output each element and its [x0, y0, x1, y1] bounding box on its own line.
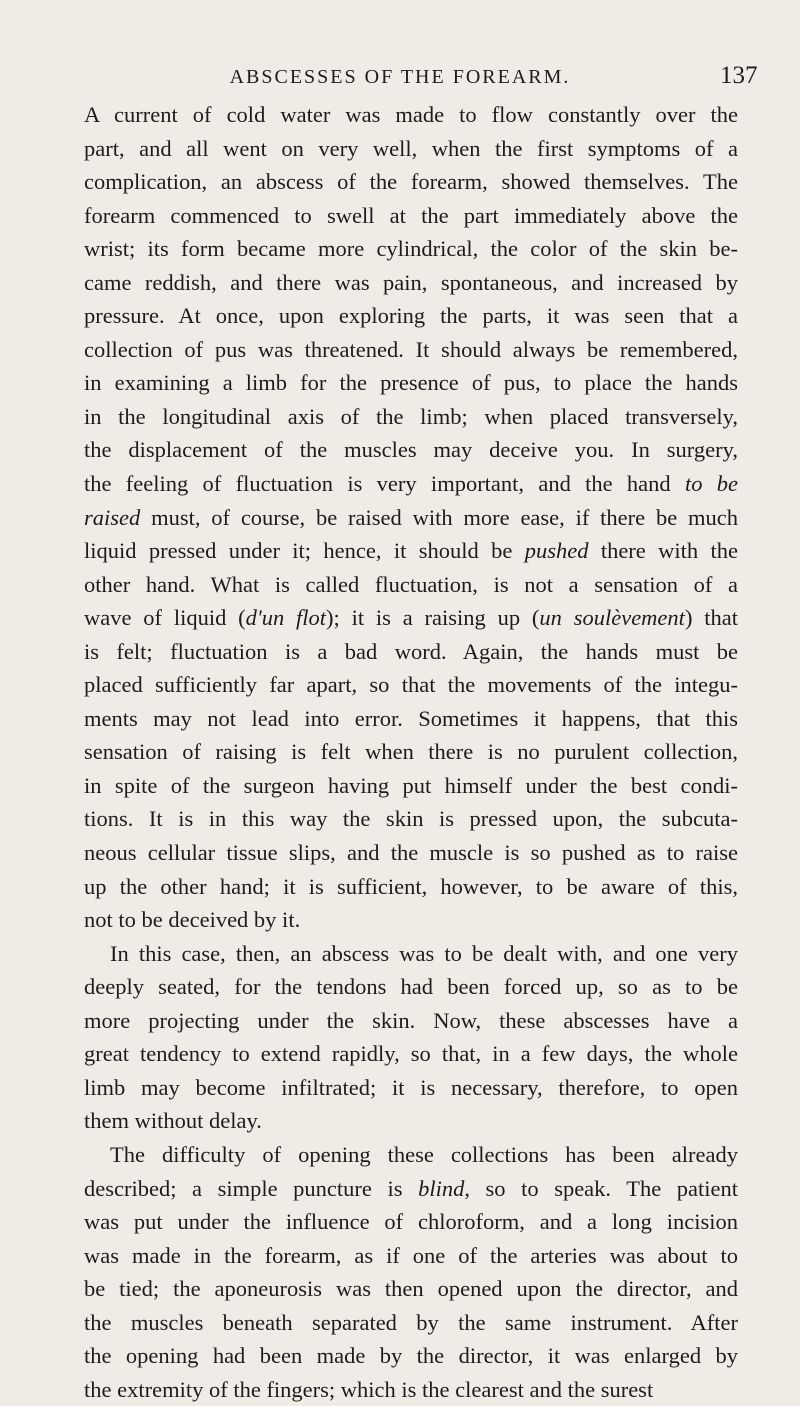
- text-segment: was put under the influence of chloroform, and a long incision: [84, 1209, 738, 1235]
- text-segment: placed sufficiently far apart, so that the movements of the integu-: [84, 672, 738, 698]
- text-segment: great tendency to extend rapidly, so that, in a few days, the whole: [84, 1041, 738, 1067]
- text-line: [84, 568, 738, 602]
- italic-text: raised: [84, 504, 141, 530]
- text-segment: A current of cold water was made to flow constantly over the: [84, 102, 738, 127]
- text-segment: more projecting under the skin. Now, these abscesses have a: [84, 1007, 738, 1033]
- text-segment: ) that: [684, 605, 738, 631]
- text-line: [84, 937, 738, 971]
- text-line: [84, 870, 738, 904]
- italic-text: d'un flot: [245, 605, 327, 631]
- text-segment: ments may not lead into error. Sometimes it happens, that this: [84, 705, 738, 731]
- text-line: [84, 601, 738, 635]
- text-segment: be tied; the aponeurosis was then opened upon the director, and: [84, 1276, 738, 1302]
- text-segment: pressure. At once, upon exploring the parts, it was seen that a: [84, 303, 738, 329]
- running-head: ABSCESSES OF THE FOREARM.: [229, 66, 571, 88]
- text-line: [84, 1339, 738, 1373]
- text-line: [84, 769, 738, 803]
- text-segment: was made in the forearm, as if one of the arteries was about to: [84, 1242, 738, 1268]
- text-segment: came reddish, and there was pain, spontaneous, and increased by: [84, 269, 738, 295]
- text-segment: neous cellular tissue slips, and the muscle is so pushed as to raise: [84, 840, 738, 866]
- text-line: [84, 802, 738, 836]
- text-segment: The difficulty of opening these collections has been already: [110, 1141, 738, 1167]
- text-segment: up the other hand; it is sufficient, however, to be aware of this,: [84, 873, 738, 899]
- text-segment: in examining a limb for the presence of pus, to place the hands: [84, 370, 738, 396]
- text-line: [84, 1205, 738, 1239]
- text-segment: them without delay.: [84, 1108, 262, 1134]
- text-segment: liquid pressed under it; hence, it should be: [84, 538, 525, 564]
- text-line: [84, 1071, 738, 1105]
- text-line: [84, 299, 738, 333]
- text-line: [84, 433, 738, 467]
- italic-text: to be: [684, 471, 738, 497]
- italic-text: blind: [418, 1175, 465, 1201]
- text-segment: there with the: [588, 538, 738, 564]
- text-segment: the feeling of fluctuation is very important, and the hand: [84, 471, 685, 497]
- text-segment: wave of liquid (: [84, 605, 246, 631]
- text-segment: complication, an abscess of the forearm, showed themselves. The: [84, 169, 738, 195]
- text-segment: wrist; its form became more cylindrical, the color of the skin be-: [84, 236, 738, 262]
- text-segment: part, and all went on very well, when the first symptoms of a: [84, 135, 738, 161]
- text-line: [84, 165, 738, 199]
- text-line: [84, 1138, 738, 1172]
- text-line: [84, 1306, 738, 1340]
- text-line: [84, 232, 738, 266]
- text-segment: sensation of raising is felt when there is no purulent collection,: [84, 739, 738, 765]
- text-segment: described; a simple puncture is: [84, 1175, 419, 1201]
- text-line: [84, 501, 738, 535]
- text-line: [84, 1004, 738, 1038]
- text-segment: in spite of the surgeon having put himself under the best condi-: [84, 772, 738, 798]
- text-line: [84, 534, 738, 568]
- text-segment: deeply seated, for the tendons had been forced up, so as to be: [84, 974, 738, 1000]
- text-line: [84, 1373, 738, 1406]
- text-segment: limb may become infiltrated; it is necessary, therefore, to open: [84, 1074, 738, 1100]
- text-line: [84, 1172, 738, 1206]
- text-segment: must, of course, be raised with more ease, if there be much: [140, 504, 738, 530]
- text-segment: , so to speak. The patient: [464, 1175, 738, 1201]
- text-line: [84, 467, 738, 501]
- text-line: [84, 333, 738, 367]
- text-segment: tions. It is in this way the skin is pressed upon, the subcuta-: [84, 806, 738, 832]
- text-line: [84, 199, 738, 233]
- text-line: [84, 903, 738, 937]
- text-segment: In this case, then, an abscess was to be dealt with, and one very: [110, 940, 738, 966]
- text-segment: the muscles beneath separated by the same instrument. After: [84, 1309, 738, 1335]
- text-line: [84, 366, 738, 400]
- text-segment: forearm commenced to swell at the part immediately above the: [84, 202, 738, 228]
- text-line: [84, 702, 738, 736]
- text-segment: in the longitudinal axis of the limb; when placed transversely,: [84, 403, 738, 429]
- text-line: [84, 1104, 738, 1138]
- text-line: [84, 266, 738, 300]
- text-line: [84, 98, 738, 132]
- italic-text: un soulèvement: [539, 605, 685, 631]
- text-line: [84, 400, 738, 434]
- text-segment: is felt; fluctuation is a bad word. Again, the hands must be: [84, 638, 738, 664]
- text-segment: ); it is a raising up (: [326, 605, 540, 631]
- page-number: 137: [720, 62, 758, 89]
- text-line: [84, 1272, 738, 1306]
- text-line: [84, 635, 738, 669]
- italic-text: pushed: [524, 538, 589, 564]
- text-line: [84, 836, 738, 870]
- text-segment: other hand. What is called fluctuation, is not a sensation of a: [84, 571, 738, 597]
- body-text: [84, 98, 738, 1406]
- text-segment: the extremity of the fingers; which is the clearest and the surest: [84, 1376, 654, 1402]
- text-line: [84, 132, 738, 166]
- text-line: [84, 1239, 738, 1273]
- text-segment: the opening had been made by the director, it was enlarged by: [84, 1343, 738, 1369]
- text-line: [84, 1037, 738, 1071]
- text-segment: not to be deceived by it.: [84, 907, 301, 933]
- text-line: [84, 668, 738, 702]
- text-line: [84, 970, 738, 1004]
- text-segment: collection of pus was threatened. It should always be remembered,: [84, 336, 738, 362]
- text-segment: the displacement of the muscles may deceive you. In surgery,: [84, 437, 738, 463]
- text-line: [84, 735, 738, 769]
